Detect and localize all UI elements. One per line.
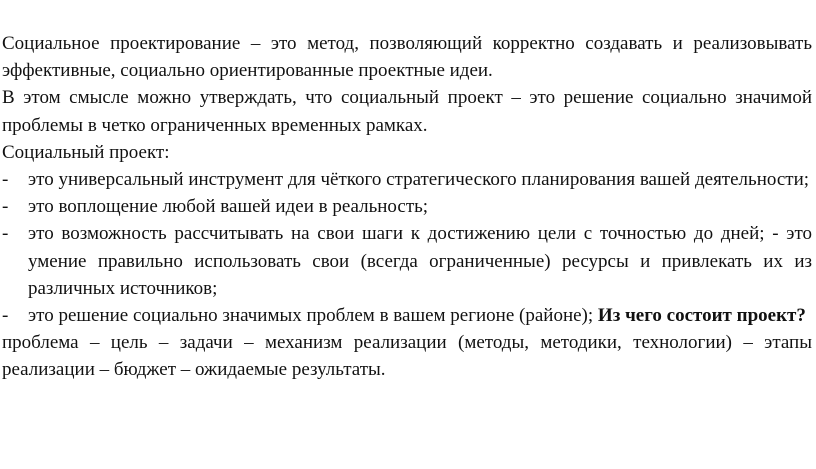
list-item <box>2 166 812 193</box>
list-item-text: это решение социально значимых проблем в вашем регионе (районе); <box>28 305 594 327</box>
dash-marker: - <box>2 196 9 218</box>
paragraph-statement: В этом смысле можно утверждать, что социальный проект – это решение социально значимой проблемы в четко ограниченных временных рамках. <box>2 87 812 136</box>
list-item-text: это возможность рассчитывать на свои шаги к достижению цели с точностью до дней; - это умение правильно использовать свои (всегда ограниченные) ресурсы и привлекать их из различных источников; <box>28 223 812 299</box>
dash-marker: - <box>2 305 9 327</box>
bullet-list <box>2 166 812 329</box>
dash-marker: - <box>2 169 9 191</box>
paragraph-structure: проблема – цель – задачи – механизм реализации (методы, методики, технологии) – этапы реализации – бюджет – ожидаемые результаты. <box>2 332 812 381</box>
dash-marker: - <box>2 223 9 245</box>
paragraph-definition: Социальное проектирование – это метод, позволяющий корректно создавать и реализовывать эффективные, социально ориентированные проектные идеи. <box>2 33 812 82</box>
bold-question: Из чего состоит проект? <box>597 305 806 327</box>
list-item <box>2 302 812 329</box>
paragraph-list-heading: Социальный проект: <box>2 141 170 163</box>
list-item <box>2 193 812 220</box>
list-item-text: это универсальный инструмент для чёткого стратегического планирования вашей деятельности; <box>28 169 810 191</box>
list-item <box>2 220 812 302</box>
list-item-text: это воплощение любой вашей идеи в реальность; <box>28 196 429 218</box>
